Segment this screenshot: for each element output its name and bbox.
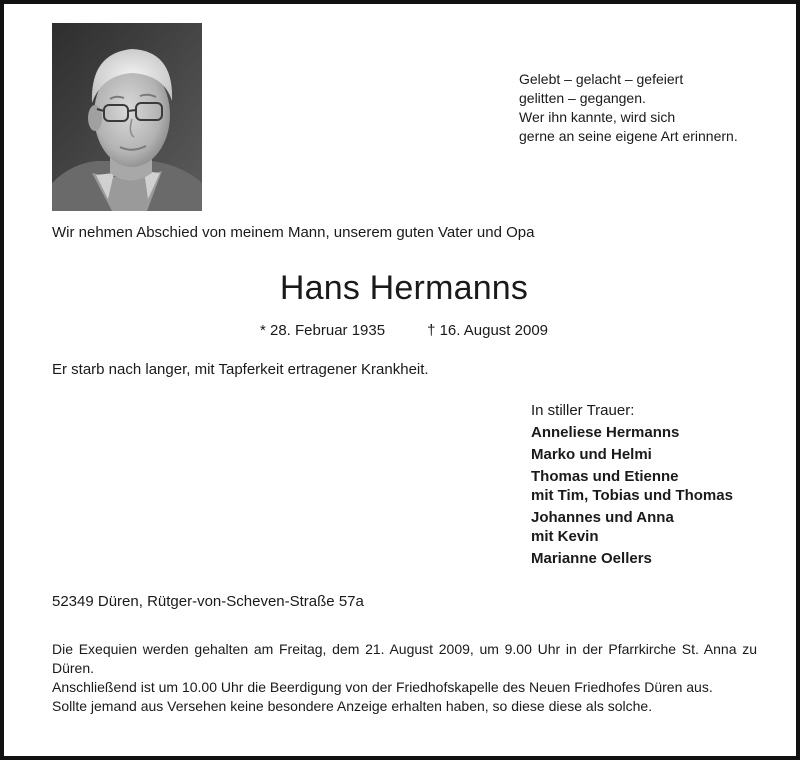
funeral-details xyxy=(52,640,757,716)
poem-line: gelitten – gegangen. xyxy=(519,90,646,106)
poem-line: gerne an seine eigene Art erinnern. xyxy=(519,128,738,144)
details-paragraph: Anschließend ist um 10.00 Uhr die Beerdigung von der Friedhofskapelle des Neuen Friedhofes Düren aus. xyxy=(52,679,713,695)
poem-line: Wer ihn kannte, wird sich xyxy=(519,109,676,125)
poem xyxy=(519,70,779,146)
life-dates xyxy=(4,322,800,339)
mourner-name: mit Tim, Tobias und Thomas xyxy=(531,487,733,504)
mourner-group xyxy=(531,549,781,568)
poem-line: Gelebt – gelacht – gefeiert xyxy=(519,71,684,87)
mourner-group xyxy=(531,467,781,505)
mourners-heading: In stiller Trauer: xyxy=(531,402,635,419)
cause-statement: Er starb nach langer, mit Tapferkeit ertragener Krankheit. xyxy=(52,361,429,378)
mourner-name: Johannes und Anna xyxy=(531,509,674,526)
portrait-photo xyxy=(52,23,202,211)
farewell-intro: Wir nehmen Abschied von meinem Mann, unserem guten Vater und Opa xyxy=(52,224,535,241)
mourner-group xyxy=(531,508,781,546)
birth-date: * 28. Februar 1935 xyxy=(259,322,386,339)
mourner-name: Thomas und Etienne xyxy=(531,468,679,485)
mourner-name: Marko und Helmi xyxy=(531,446,652,463)
deceased-name: Hans Hermanns xyxy=(279,269,529,307)
details-paragraph: Sollte jemand aus Versehen keine besondere Anzeige erhalten haben, so diese diese als solche. xyxy=(52,698,653,714)
mourner-group xyxy=(531,445,781,464)
details-paragraph: Die Exequien werden gehalten am Freitag, dem 21. August 2009, um 9.00 Uhr in der Pfarrkirche St. Anna zu Düren. xyxy=(52,641,757,676)
mourners-list xyxy=(531,401,781,571)
family-address: 52349 Düren, Rütger-von-Scheven-Straße 57a xyxy=(52,593,364,610)
mourner-name: mit Kevin xyxy=(531,528,599,545)
mourner-name: Marianne Oellers xyxy=(531,550,652,567)
mourner-name: Anneliese Hermanns xyxy=(531,424,680,441)
mourner-group xyxy=(531,423,781,442)
death-date: † 16. August 2009 xyxy=(427,322,549,339)
